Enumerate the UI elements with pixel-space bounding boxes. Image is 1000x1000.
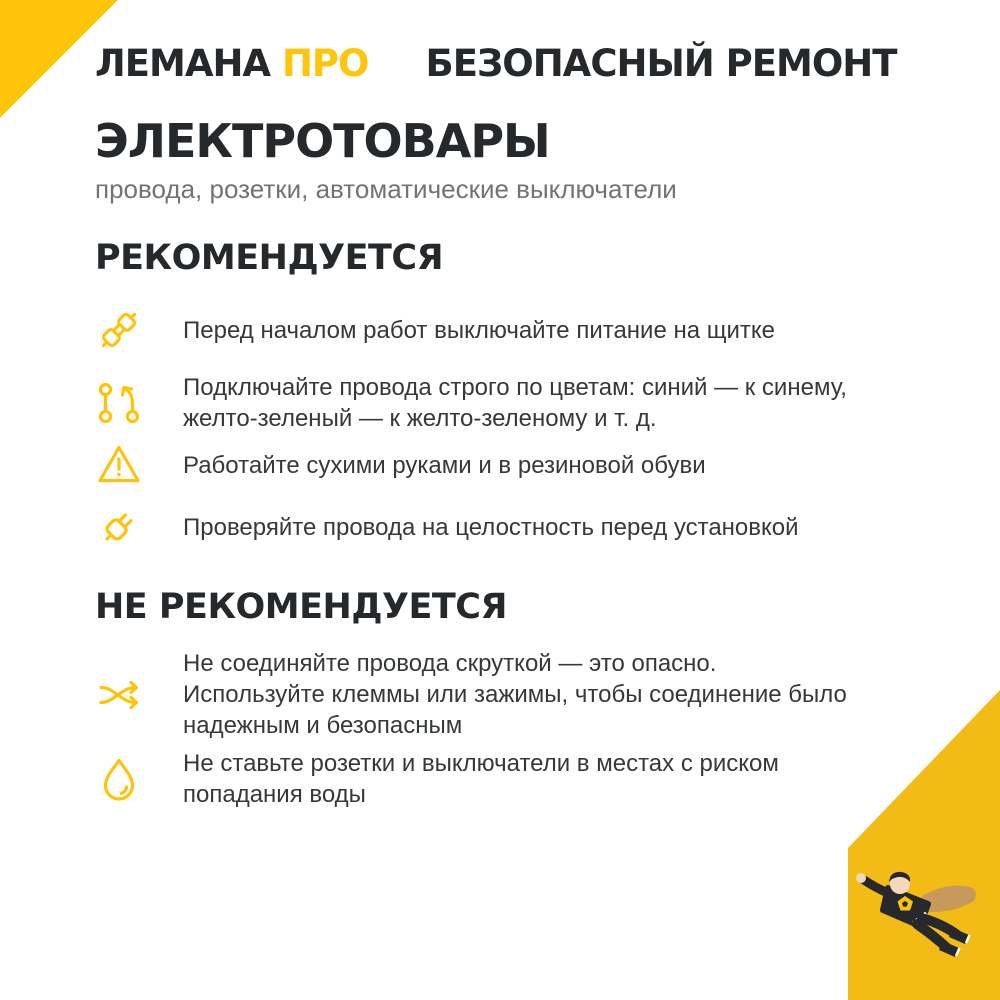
wires-color-match-icon (95, 379, 143, 427)
list-item-text: Подключайте провода строго по цветам: синий — к синему, желто-зеленый — к желто-зеленому и т. д. (183, 374, 847, 432)
corner-bottom-decoration (800, 690, 1000, 1000)
list-item (95, 499, 955, 555)
list-item (95, 372, 955, 434)
warning-triangle-icon (95, 441, 143, 489)
list-item-text: Не ставьте розетки и выключатели в местах с риском попадания воды (183, 750, 779, 808)
plug-inspect-icon (95, 503, 143, 551)
page-subtitle: провода, розетки, автоматические выключатели (95, 174, 677, 204)
list-item (95, 302, 955, 358)
page-title: ЭЛЕКТРОТОВАРЫ (95, 114, 550, 168)
water-drop-icon (95, 755, 143, 803)
corner-polygon (848, 690, 1000, 1000)
mascot-hand (856, 873, 866, 883)
list-item (95, 437, 955, 493)
list-item-text: Проверяйте провода на целостность перед установкой (183, 513, 799, 541)
section-heading-recommended: РЕКОМЕНДУЕТСЯ (95, 238, 444, 278)
twisted-wires-shuffle-icon (95, 671, 143, 719)
brand-logo (95, 42, 369, 85)
list-item-text: Работайте сухими руками и в резиновой обуви (183, 451, 706, 479)
list-item-text: Не соединяйте провода скруткой — это опасно. Используйте клеммы или зажимы, чтобы соединение было надежным и безопасным (183, 650, 847, 739)
section-heading-not-recommended: НЕ РЕКОМЕНДУЕТСЯ (95, 587, 507, 627)
program-title: БЕЗОПАСНЫЙ РЕМОНТ (425, 42, 897, 85)
plugs-disconnected-icon (95, 306, 143, 354)
list-item-text: Перед началом работ выключайте питание на щитке (183, 316, 775, 344)
logo-primary-text: ЛЕМАНА (95, 42, 271, 85)
header (95, 42, 897, 85)
logo-accent-text: ПРО (281, 42, 369, 85)
